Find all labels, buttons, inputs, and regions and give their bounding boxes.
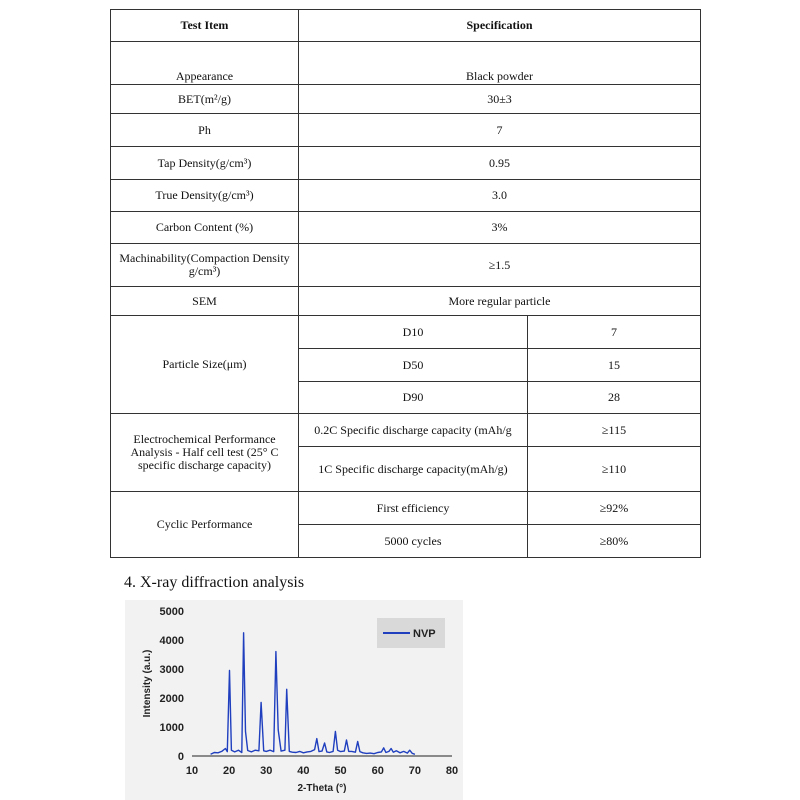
x-tick-label: 10 [185,765,199,777]
electrochem-1c-name: 1C Specific discharge capacity(mAh/g) [299,447,528,492]
particle-d50-name: D50 [299,349,528,382]
ph-label: Ph [111,114,299,147]
x-tick-label: 60 [371,765,384,777]
x-tick-label: 70 [408,765,421,777]
cyclic-5000-name: 5000 cycles [299,525,528,558]
y-tick-label: 5000 [159,606,184,618]
cyclic-first-value: ≥92% [528,492,701,525]
electrochem-02c-value: ≥115 [528,414,701,447]
particle-d10-name: D10 [299,316,528,349]
x-axis-title: 2-Theta (°) [297,783,347,794]
y-tick-label: 0 [177,751,184,763]
appearance-value: Black powder [299,42,701,85]
tap-density-value: 0.95 [299,147,701,180]
x-tick-label: 30 [260,765,273,777]
true-density-label: True Density(g/cm³) [111,180,299,212]
section-title: 4. X-ray diffraction analysis [124,574,305,591]
ph-value: 7 [299,114,701,147]
true-density-value: 3.0 [299,180,701,212]
bet-label: BET(m²/g) [111,85,299,114]
cyclic-label: Cyclic Performance [111,492,299,558]
series-line-nvp [211,633,415,755]
x-tick-label: 50 [334,765,347,777]
machinability-label: Machinability(Compaction Density g/cm³) [111,244,299,287]
y-tick-label: 1000 [159,722,184,734]
particle-d90-name: D90 [299,382,528,414]
particle-d90-value: 28 [528,382,701,414]
tap-density-label: Tap Density(g/cm³) [111,147,299,180]
cyclic-first-name: First efficiency [299,492,528,525]
y-tick-label: 2000 [159,693,184,705]
particle-d10-value: 7 [528,316,701,349]
electrochemical-label: Electrochemical Performance Analysis - Half cell test (25° C specific discharge capacity) [111,414,299,492]
header-test-item: Test Item [111,10,299,42]
electrochem-1c-value: ≥110 [528,447,701,492]
y-tick-label: 3000 [159,664,184,676]
header-specification: Specification [299,10,701,42]
machinability-value: ≥1.5 [299,244,701,287]
x-tick-label: 40 [297,765,310,777]
y-axis-title: Intensity (a.u.) [142,649,153,718]
sem-value: More regular particle [299,287,701,316]
x-tick-label: 80 [445,765,459,777]
x-tick-label: 20 [223,765,236,777]
appearance-label: Appearance [111,42,299,85]
cyclic-5000-value: ≥80% [528,525,701,558]
y-tick-label: 4000 [159,635,184,647]
carbon-value: 3% [299,212,701,244]
electrochem-02c-name: 0.2C Specific discharge capacity (mAh/g [299,414,528,447]
legend-label: NVP [413,628,436,640]
particle-size-label: Particle Size(μm) [111,316,299,414]
carbon-label: Carbon Content (%) [111,212,299,244]
particle-d50-value: 15 [528,349,701,382]
bet-value: 30±3 [299,85,701,114]
sem-label: SEM [111,287,299,316]
